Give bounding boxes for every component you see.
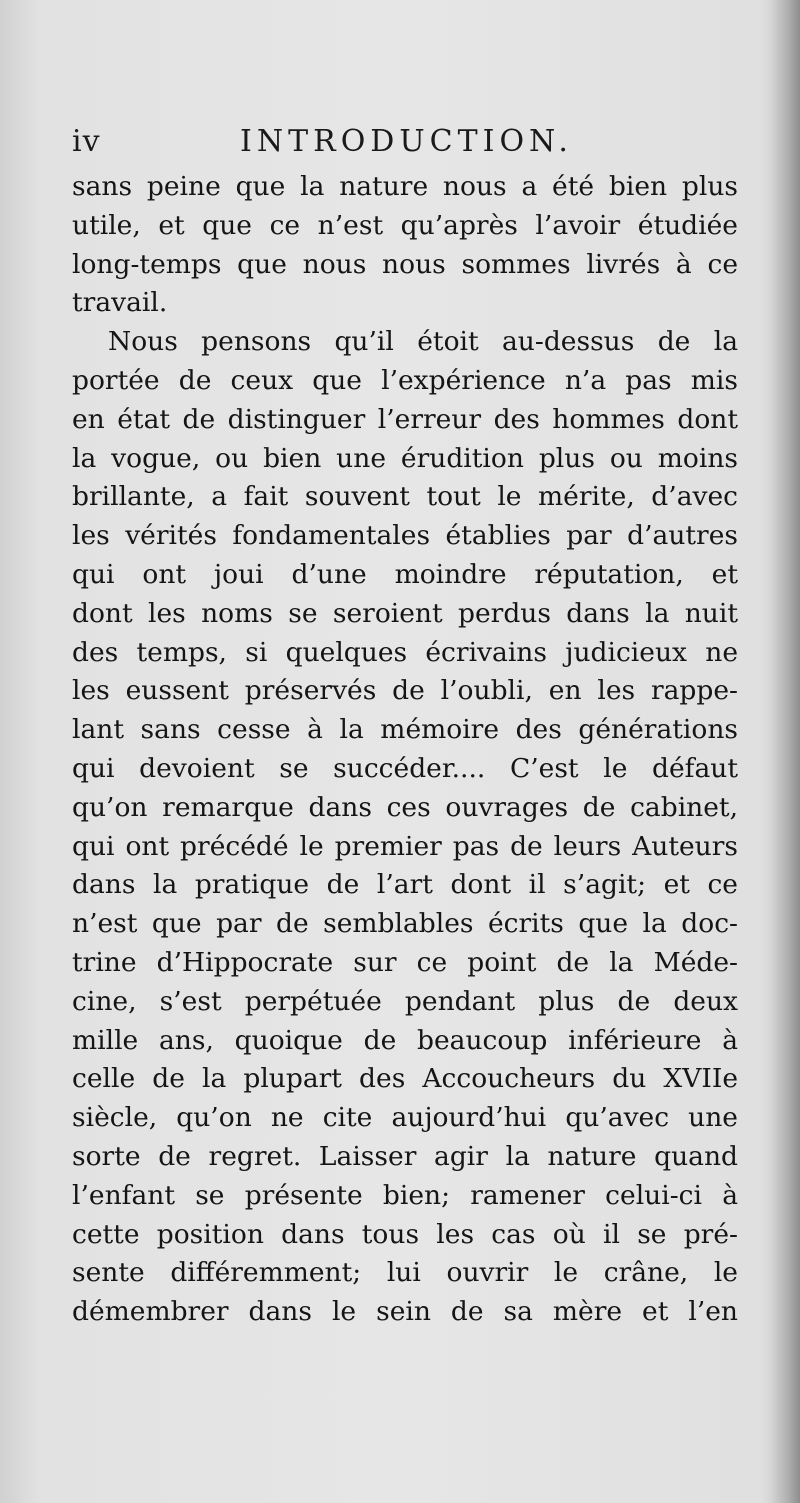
text-line: qu’on remarque dans ces ouvrages de cabinet,	[72, 791, 738, 823]
text-line: dont les noms se seroient perdus dans la nuit	[72, 597, 738, 629]
text-line: des temps, si quelques écrivains judicieux ne	[72, 636, 738, 668]
text-line: mille ans, quoique de beaucoup inférieure à	[72, 1024, 738, 1056]
text-line: la vogue, ou bien une érudition plus ou moins	[72, 442, 738, 474]
text-line: démembrer dans le sein de sa mère et l’en	[72, 1296, 738, 1328]
text-line: qui ont joui d’une moindre réputation, et	[72, 558, 738, 590]
text-line: n’est que par de semblables écrits que la doc-	[72, 908, 738, 940]
text-line: dans la pratique de l’art dont il s’agit; et ce	[72, 869, 738, 901]
text-line: en état de distinguer l’erreur des hommes dont	[72, 403, 738, 435]
text-line: qui devoient se succéder.... C’est le défaut	[72, 752, 738, 784]
text-line: siècle, qu’on ne cite aujourd’hui qu’avec une	[72, 1102, 738, 1134]
text-line: les eussent préservés de l’oubli, en les rappe-	[72, 675, 738, 707]
text-line: long-temps que nous nous sommes livrés à ce	[72, 248, 738, 280]
text-line: cine, s’est perpétuée pendant plus de deux	[72, 985, 738, 1017]
text-line: qui ont précédé le premier pas de leurs Auteurs	[72, 830, 738, 862]
text-line: les vérités fondamentales établies par d’autres	[72, 520, 738, 552]
text-line: Nous pensons qu’il étoit au-dessus de la	[108, 326, 738, 358]
running-head: INTRODUCTION.	[240, 124, 573, 159]
text-line: trine d’Hippocrate sur ce point de la Méde-	[72, 946, 738, 978]
text-line: travail.	[72, 287, 168, 319]
page-header	[72, 118, 732, 168]
text-line: portée de ceux que l’expérience n’a pas mis	[72, 364, 738, 396]
page-number: iv	[72, 124, 101, 159]
text-line: sente différemment; lui ouvrir le crâne, le	[72, 1257, 738, 1289]
text-line: lant sans cesse à la mémoire des générations	[72, 714, 738, 746]
text-line: sans peine que la nature nous a été bien plus	[72, 171, 738, 202]
text-line: brillante, a fait souvent tout le mérite, d’avec	[72, 481, 738, 513]
text-line: sorte de regret. Laisser agir la nature quand	[72, 1140, 738, 1172]
body-text	[72, 168, 738, 1332]
text-line: cette position dans tous les cas où il se pré-	[72, 1218, 738, 1250]
text-line: utile, et que ce n’est qu’après l’avoir étudiée	[72, 209, 738, 241]
text-line: l’enfant se présente bien; ramener celui-ci à	[72, 1179, 738, 1211]
page-spine-shadow	[770, 0, 800, 1503]
text-line: celle de la plupart des Accoucheurs du XVIIe	[72, 1063, 738, 1095]
